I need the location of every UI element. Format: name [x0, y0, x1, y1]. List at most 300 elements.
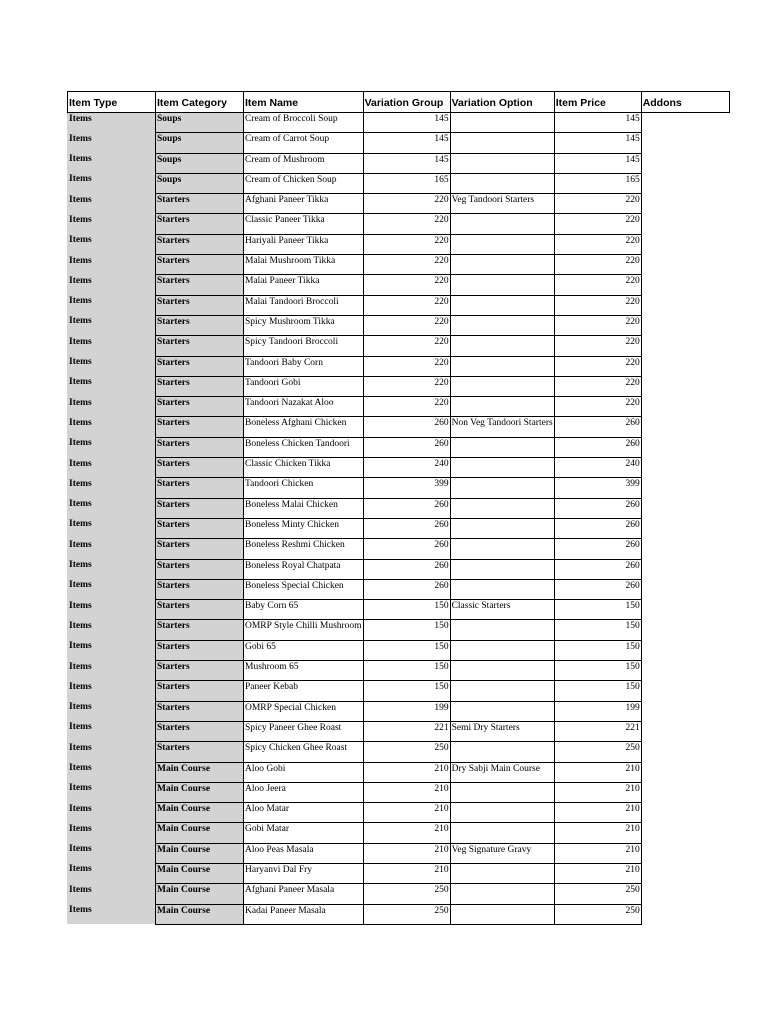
cell-item-type[interactable]: Items — [68, 275, 156, 295]
cell-item-name[interactable]: Malai Tandoori Broccoli — [244, 295, 364, 315]
cell-item-price[interactable]: 260 — [554, 417, 641, 437]
cell-variation-option[interactable] — [450, 458, 554, 478]
cell-item-name[interactable]: Tandoori Baby Corn — [244, 356, 364, 376]
cell-variation-group[interactable]: 210 — [363, 863, 450, 883]
cell-variation-option[interactable]: Classic Starters — [450, 600, 554, 620]
cell-item-price[interactable]: 220 — [554, 194, 641, 214]
cell-item-name[interactable]: Cream of Chicken Soup — [244, 173, 364, 193]
cell-addons[interactable] — [641, 173, 729, 193]
cell-item-name[interactable]: Boneless Reshmi Chicken — [244, 539, 364, 559]
cell-variation-option[interactable] — [450, 559, 554, 579]
cell-item-name[interactable]: Spicy Tandoori Broccoli — [244, 336, 364, 356]
table-row — [68, 458, 730, 478]
cell-addons[interactable] — [641, 437, 729, 457]
cell-variation-group[interactable]: 150 — [363, 681, 450, 701]
cell-addons[interactable] — [641, 275, 729, 295]
cell-addons[interactable] — [641, 336, 729, 356]
cell-item-price[interactable]: 145 — [554, 153, 641, 173]
cell-addons[interactable] — [641, 478, 729, 498]
cell-item-type[interactable]: Items — [68, 315, 156, 335]
cell-variation-group[interactable]: 250 — [363, 742, 450, 762]
cell-item-category[interactable]: Starters — [156, 376, 244, 396]
cell-variation-option[interactable] — [450, 701, 554, 721]
cell-item-name[interactable]: Haryanvi Dal Fry — [244, 863, 364, 883]
cell-item-name[interactable]: Paneer Kebab — [244, 681, 364, 701]
cell-item-name[interactable]: Aloo Gobi — [244, 762, 364, 782]
cell-item-name[interactable]: Hariyali Paneer Tikka — [244, 234, 364, 254]
cell-addons[interactable] — [641, 133, 729, 153]
cell-addons[interactable] — [641, 539, 729, 559]
cell-variation-group[interactable]: 220 — [363, 255, 450, 275]
cell-item-name[interactable]: Classic Chicken Tikka — [244, 458, 364, 478]
cell-item-type[interactable]: Items — [68, 478, 156, 498]
cell-item-name[interactable]: OMRP Style Chilli Mushroom — [244, 620, 364, 640]
cell-variation-option[interactable] — [450, 153, 554, 173]
cell-item-name[interactable]: Classic Paneer Tikka — [244, 214, 364, 234]
cell-variation-option[interactable]: Semi Dry Starters — [450, 721, 554, 741]
cell-item-type[interactable]: Items — [68, 295, 156, 315]
cell-item-price[interactable]: 220 — [554, 234, 641, 254]
cell-item-type[interactable]: Items — [68, 701, 156, 721]
cell-variation-group[interactable]: 145 — [363, 113, 450, 133]
cell-variation-option[interactable] — [450, 498, 554, 518]
cell-item-category[interactable]: Starters — [156, 559, 244, 579]
cell-item-price[interactable]: 250 — [554, 904, 641, 924]
cell-item-category[interactable]: Main Course — [156, 863, 244, 883]
cell-item-category[interactable]: Soups — [156, 133, 244, 153]
header-item-price[interactable]: Item Price — [554, 92, 641, 113]
cell-item-type[interactable]: Items — [68, 133, 156, 153]
cell-variation-option[interactable] — [450, 620, 554, 640]
cell-item-name[interactable]: Cream of Broccoli Soup — [244, 113, 364, 133]
cell-variation-option[interactable] — [450, 234, 554, 254]
cell-variation-group[interactable]: 145 — [363, 133, 450, 153]
cell-item-type[interactable]: Items — [68, 153, 156, 173]
cell-item-type[interactable]: Items — [68, 782, 156, 802]
cell-variation-option[interactable] — [450, 437, 554, 457]
cell-item-category[interactable]: Starters — [156, 701, 244, 721]
cell-item-category[interactable]: Starters — [156, 336, 244, 356]
header-row — [68, 92, 730, 113]
table-row — [68, 194, 730, 214]
cell-item-category[interactable]: Starters — [156, 661, 244, 681]
cell-addons[interactable] — [641, 498, 729, 518]
cell-variation-group[interactable]: 260 — [363, 417, 450, 437]
cell-variation-group[interactable]: 221 — [363, 721, 450, 741]
cell-item-price[interactable]: 220 — [554, 376, 641, 396]
cell-item-type[interactable]: Items — [68, 437, 156, 457]
cell-item-category[interactable]: Starters — [156, 518, 244, 538]
cell-variation-group[interactable]: 260 — [363, 579, 450, 599]
cell-variation-option[interactable] — [450, 884, 554, 904]
cell-variation-option[interactable] — [450, 214, 554, 234]
cell-addons[interactable] — [641, 742, 729, 762]
cell-item-price[interactable]: 145 — [554, 113, 641, 133]
cell-variation-option[interactable] — [450, 782, 554, 802]
cell-item-category[interactable]: Starters — [156, 600, 244, 620]
cell-item-name[interactable]: Boneless Chicken Tandoori — [244, 437, 364, 457]
cell-addons[interactable] — [641, 153, 729, 173]
cell-item-category[interactable]: Starters — [156, 255, 244, 275]
header-variation-option[interactable]: Variation Option — [450, 92, 554, 113]
cell-item-category[interactable]: Starters — [156, 539, 244, 559]
cell-item-type[interactable]: Items — [68, 336, 156, 356]
cell-variation-group[interactable]: 250 — [363, 884, 450, 904]
cell-variation-group[interactable]: 250 — [363, 904, 450, 924]
cell-addons[interactable] — [641, 194, 729, 214]
cell-addons[interactable] — [641, 843, 729, 863]
cell-addons[interactable] — [641, 803, 729, 823]
cell-variation-option[interactable] — [450, 863, 554, 883]
cell-item-type[interactable]: Items — [68, 681, 156, 701]
cell-item-category[interactable]: Starters — [156, 478, 244, 498]
cell-item-price[interactable]: 240 — [554, 458, 641, 478]
cell-item-name[interactable]: Cream of Mushroom — [244, 153, 364, 173]
cell-item-price[interactable]: 260 — [554, 579, 641, 599]
cell-variation-group[interactable]: 220 — [363, 234, 450, 254]
cell-variation-option[interactable] — [450, 823, 554, 843]
header-variation-group[interactable]: Variation Group — [363, 92, 450, 113]
cell-item-price[interactable]: 220 — [554, 295, 641, 315]
cell-item-name[interactable]: Boneless Malai Chicken — [244, 498, 364, 518]
cell-item-type[interactable]: Items — [68, 559, 156, 579]
cell-item-category[interactable]: Main Course — [156, 803, 244, 823]
cell-variation-group[interactable]: 220 — [363, 376, 450, 396]
cell-addons[interactable] — [641, 356, 729, 376]
cell-item-price[interactable]: 150 — [554, 661, 641, 681]
cell-item-price[interactable]: 210 — [554, 803, 641, 823]
cell-variation-group[interactable]: 220 — [363, 275, 450, 295]
cell-variation-group[interactable]: 150 — [363, 661, 450, 681]
cell-item-price[interactable]: 220 — [554, 336, 641, 356]
cell-item-type[interactable]: Items — [68, 843, 156, 863]
cell-item-name[interactable]: Afghani Paneer Tikka — [244, 194, 364, 214]
cell-item-price[interactable]: 165 — [554, 173, 641, 193]
cell-item-price[interactable]: 210 — [554, 843, 641, 863]
cell-variation-group[interactable]: 399 — [363, 478, 450, 498]
cell-item-price[interactable]: 210 — [554, 762, 641, 782]
cell-variation-group[interactable]: 150 — [363, 620, 450, 640]
cell-variation-group[interactable]: 220 — [363, 356, 450, 376]
cell-item-category[interactable]: Main Course — [156, 823, 244, 843]
cell-item-category[interactable]: Starters — [156, 295, 244, 315]
cell-item-name[interactable]: Spicy Paneer Ghee Roast — [244, 721, 364, 741]
cell-item-price[interactable]: 260 — [554, 559, 641, 579]
table-row — [68, 336, 730, 356]
cell-item-type[interactable]: Items — [68, 661, 156, 681]
cell-item-type[interactable]: Items — [68, 863, 156, 883]
cell-item-type[interactable]: Items — [68, 579, 156, 599]
cell-item-price[interactable]: 220 — [554, 275, 641, 295]
cell-variation-option[interactable] — [450, 275, 554, 295]
table-row — [68, 762, 730, 782]
cell-variation-group[interactable]: 220 — [363, 194, 450, 214]
cell-item-category[interactable]: Main Course — [156, 762, 244, 782]
cell-item-type[interactable]: Items — [68, 498, 156, 518]
cell-item-price[interactable]: 220 — [554, 315, 641, 335]
header-item-category[interactable]: Item Category — [156, 92, 244, 113]
cell-item-price[interactable]: 220 — [554, 214, 641, 234]
cell-addons[interactable] — [641, 113, 729, 133]
cell-item-category[interactable]: Starters — [156, 234, 244, 254]
cell-variation-option[interactable] — [450, 579, 554, 599]
header-item-name[interactable]: Item Name — [244, 92, 364, 113]
cell-item-type[interactable]: Items — [68, 194, 156, 214]
cell-variation-option[interactable]: Dry Sabji Main Course — [450, 762, 554, 782]
cell-item-category[interactable]: Starters — [156, 498, 244, 518]
cell-item-category[interactable]: Starters — [156, 397, 244, 417]
cell-item-name[interactable]: Tandoori Chicken — [244, 478, 364, 498]
cell-addons[interactable] — [641, 559, 729, 579]
cell-item-category[interactable]: Soups — [156, 153, 244, 173]
cell-addons[interactable] — [641, 295, 729, 315]
cell-item-category[interactable]: Starters — [156, 458, 244, 478]
cell-variation-group[interactable]: 145 — [363, 153, 450, 173]
cell-item-type[interactable]: Items — [68, 518, 156, 538]
table-row — [68, 884, 730, 904]
table-row — [68, 620, 730, 640]
cell-item-name[interactable]: Aloo Jeera — [244, 782, 364, 802]
cell-variation-option[interactable] — [450, 336, 554, 356]
cell-item-name[interactable]: Baby Corn 65 — [244, 600, 364, 620]
cell-item-type[interactable]: Items — [68, 255, 156, 275]
cell-variation-option[interactable] — [450, 518, 554, 538]
cell-item-price[interactable]: 150 — [554, 640, 641, 660]
cell-addons[interactable] — [641, 214, 729, 234]
cell-item-price[interactable]: 210 — [554, 823, 641, 843]
cell-item-price[interactable]: 399 — [554, 478, 641, 498]
cell-variation-option[interactable] — [450, 397, 554, 417]
cell-item-price[interactable]: 199 — [554, 701, 641, 721]
cell-addons[interactable] — [641, 397, 729, 417]
cell-item-category[interactable]: Starters — [156, 620, 244, 640]
cell-item-name[interactable]: Cream of Carrot Soup — [244, 133, 364, 153]
cell-addons[interactable] — [641, 579, 729, 599]
cell-item-price[interactable]: 220 — [554, 255, 641, 275]
cell-variation-option[interactable] — [450, 904, 554, 924]
cell-item-category[interactable]: Starters — [156, 640, 244, 660]
cell-item-name[interactable]: Malai Mushroom Tikka — [244, 255, 364, 275]
cell-item-type[interactable]: Items — [68, 214, 156, 234]
cell-item-price[interactable]: 150 — [554, 600, 641, 620]
cell-item-price[interactable]: 210 — [554, 782, 641, 802]
cell-variation-group[interactable]: 199 — [363, 701, 450, 721]
cell-variation-option[interactable] — [450, 255, 554, 275]
cell-variation-option[interactable] — [450, 661, 554, 681]
cell-variation-group[interactable]: 210 — [363, 843, 450, 863]
cell-addons[interactable] — [641, 884, 729, 904]
cell-variation-option[interactable] — [450, 356, 554, 376]
cell-item-type[interactable]: Items — [68, 376, 156, 396]
cell-item-name[interactable]: Kadai Paneer Masala — [244, 904, 364, 924]
cell-item-price[interactable]: 250 — [554, 884, 641, 904]
cell-addons[interactable] — [641, 255, 729, 275]
header-addons[interactable]: Addons — [641, 92, 729, 113]
cell-variation-group[interactable]: 210 — [363, 782, 450, 802]
cell-item-price[interactable]: 150 — [554, 620, 641, 640]
cell-item-type[interactable]: Items — [68, 762, 156, 782]
cell-item-name[interactable]: OMRP Special Chicken — [244, 701, 364, 721]
cell-item-name[interactable]: Aloo Matar — [244, 803, 364, 823]
cell-item-type[interactable]: Items — [68, 234, 156, 254]
cell-variation-group[interactable]: 220 — [363, 315, 450, 335]
cell-item-type[interactable]: Items — [68, 640, 156, 660]
cell-item-price[interactable]: 250 — [554, 742, 641, 762]
cell-addons[interactable] — [641, 721, 729, 741]
cell-item-category[interactable]: Starters — [156, 579, 244, 599]
cell-variation-option[interactable]: Veg Tandoori Starters — [450, 194, 554, 214]
cell-item-category[interactable]: Starters — [156, 315, 244, 335]
cell-addons[interactable] — [641, 640, 729, 660]
cell-item-type[interactable]: Items — [68, 173, 156, 193]
cell-addons[interactable] — [641, 417, 729, 437]
cell-item-price[interactable]: 145 — [554, 133, 641, 153]
cell-item-price[interactable]: 220 — [554, 356, 641, 376]
table-row — [68, 782, 730, 802]
cell-item-price[interactable]: 260 — [554, 437, 641, 457]
cell-variation-option[interactable]: Non Veg Tandoori Starters — [450, 417, 554, 437]
cell-item-category[interactable]: Main Course — [156, 904, 244, 924]
cell-item-name[interactable]: Gobi Matar — [244, 823, 364, 843]
cell-item-category[interactable]: Soups — [156, 173, 244, 193]
cell-variation-option[interactable] — [450, 376, 554, 396]
cell-variation-option[interactable] — [450, 295, 554, 315]
cell-addons[interactable] — [641, 234, 729, 254]
cell-item-category[interactable]: Starters — [156, 681, 244, 701]
cell-item-category[interactable]: Starters — [156, 417, 244, 437]
cell-variation-group[interactable]: 260 — [363, 498, 450, 518]
cell-variation-option[interactable] — [450, 315, 554, 335]
table-row — [68, 153, 730, 173]
cell-item-name[interactable]: Gobi 65 — [244, 640, 364, 660]
cell-variation-group[interactable]: 210 — [363, 803, 450, 823]
cell-item-type[interactable]: Items — [68, 803, 156, 823]
cell-variation-group[interactable]: 260 — [363, 518, 450, 538]
cell-item-category[interactable]: Starters — [156, 742, 244, 762]
cell-variation-option[interactable] — [450, 478, 554, 498]
cell-addons[interactable] — [641, 518, 729, 538]
cell-item-type[interactable]: Items — [68, 620, 156, 640]
cell-variation-group[interactable]: 210 — [363, 823, 450, 843]
cell-item-name[interactable]: Boneless Afghani Chicken — [244, 417, 364, 437]
cell-item-category[interactable]: Starters — [156, 721, 244, 741]
cell-addons[interactable] — [641, 701, 729, 721]
cell-variation-option[interactable] — [450, 539, 554, 559]
cell-item-type[interactable]: Items — [68, 417, 156, 437]
cell-item-price[interactable]: 221 — [554, 721, 641, 741]
cell-item-name[interactable]: Spicy Chicken Ghee Roast — [244, 742, 364, 762]
cell-variation-group[interactable]: 260 — [363, 539, 450, 559]
cell-variation-group[interactable]: 220 — [363, 214, 450, 234]
cell-variation-option[interactable] — [450, 133, 554, 153]
cell-item-name[interactable]: Aloo Peas Masala — [244, 843, 364, 863]
cell-item-category[interactable]: Soups — [156, 113, 244, 133]
table-row — [68, 376, 730, 396]
cell-item-category[interactable]: Main Course — [156, 884, 244, 904]
cell-variation-option[interactable] — [450, 681, 554, 701]
cell-addons[interactable] — [641, 823, 729, 843]
cell-item-type[interactable]: Items — [68, 113, 156, 133]
cell-item-type[interactable]: Items — [68, 823, 156, 843]
cell-variation-group[interactable]: 165 — [363, 173, 450, 193]
cell-addons[interactable] — [641, 661, 729, 681]
table-row — [68, 214, 730, 234]
cell-variation-group[interactable]: 220 — [363, 397, 450, 417]
cell-item-category[interactable]: Starters — [156, 194, 244, 214]
cell-item-price[interactable]: 260 — [554, 518, 641, 538]
cell-addons[interactable] — [641, 376, 729, 396]
cell-item-name[interactable]: Spicy Mushroom Tikka — [244, 315, 364, 335]
cell-variation-group[interactable]: 150 — [363, 600, 450, 620]
header-item-type[interactable]: Item Type — [68, 92, 156, 113]
cell-item-name[interactable]: Tandoori Nazakat Aloo — [244, 397, 364, 417]
cell-item-type[interactable]: Items — [68, 458, 156, 478]
cell-item-name[interactable]: Boneless Minty Chicken — [244, 518, 364, 538]
cell-variation-group[interactable]: 220 — [363, 336, 450, 356]
cell-item-type[interactable]: Items — [68, 742, 156, 762]
cell-item-type[interactable]: Items — [68, 884, 156, 904]
cell-item-type[interactable]: Items — [68, 600, 156, 620]
cell-variation-option[interactable] — [450, 803, 554, 823]
cell-addons[interactable] — [641, 782, 729, 802]
cell-variation-group[interactable]: 260 — [363, 437, 450, 457]
cell-item-type[interactable]: Items — [68, 904, 156, 924]
cell-item-category[interactable]: Starters — [156, 275, 244, 295]
cell-item-name[interactable]: Malai Paneer Tikka — [244, 275, 364, 295]
cell-variation-option[interactable] — [450, 173, 554, 193]
cell-item-category[interactable]: Main Course — [156, 782, 244, 802]
cell-addons[interactable] — [641, 681, 729, 701]
cell-item-type[interactable]: Items — [68, 397, 156, 417]
cell-variation-group[interactable]: 150 — [363, 640, 450, 660]
cell-item-name[interactable]: Tandoori Gobi — [244, 376, 364, 396]
cell-variation-option[interactable]: Veg Signature Gravy — [450, 843, 554, 863]
cell-addons[interactable] — [641, 863, 729, 883]
cell-variation-group[interactable]: 260 — [363, 559, 450, 579]
cell-item-name[interactable]: Boneless Special Chicken — [244, 579, 364, 599]
cell-addons[interactable] — [641, 620, 729, 640]
cell-variation-option[interactable] — [450, 113, 554, 133]
cell-item-category[interactable]: Starters — [156, 437, 244, 457]
cell-item-category[interactable]: Starters — [156, 356, 244, 376]
cell-variation-option[interactable] — [450, 640, 554, 660]
cell-variation-group[interactable]: 220 — [363, 295, 450, 315]
cell-addons[interactable] — [641, 600, 729, 620]
cell-item-price[interactable]: 150 — [554, 681, 641, 701]
cell-item-price[interactable]: 210 — [554, 863, 641, 883]
cell-variation-group[interactable]: 240 — [363, 458, 450, 478]
cell-item-name[interactable]: Mushroom 65 — [244, 661, 364, 681]
cell-item-category[interactable]: Starters — [156, 214, 244, 234]
cell-addons[interactable] — [641, 904, 729, 924]
cell-item-name[interactable]: Afghani Paneer Masala — [244, 884, 364, 904]
table-row — [68, 113, 730, 133]
cell-addons[interactable] — [641, 762, 729, 782]
cell-item-name[interactable]: Boneless Royal Chatpata — [244, 559, 364, 579]
cell-item-category[interactable]: Main Course — [156, 843, 244, 863]
cell-addons[interactable] — [641, 315, 729, 335]
cell-item-type[interactable]: Items — [68, 356, 156, 376]
cell-item-price[interactable]: 260 — [554, 539, 641, 559]
cell-variation-group[interactable]: 210 — [363, 762, 450, 782]
cell-item-price[interactable]: 220 — [554, 397, 641, 417]
cell-addons[interactable] — [641, 458, 729, 478]
cell-item-type[interactable]: Items — [68, 721, 156, 741]
cell-item-type[interactable]: Items — [68, 539, 156, 559]
cell-item-price[interactable]: 260 — [554, 498, 641, 518]
cell-variation-option[interactable] — [450, 742, 554, 762]
table-row — [68, 275, 730, 295]
